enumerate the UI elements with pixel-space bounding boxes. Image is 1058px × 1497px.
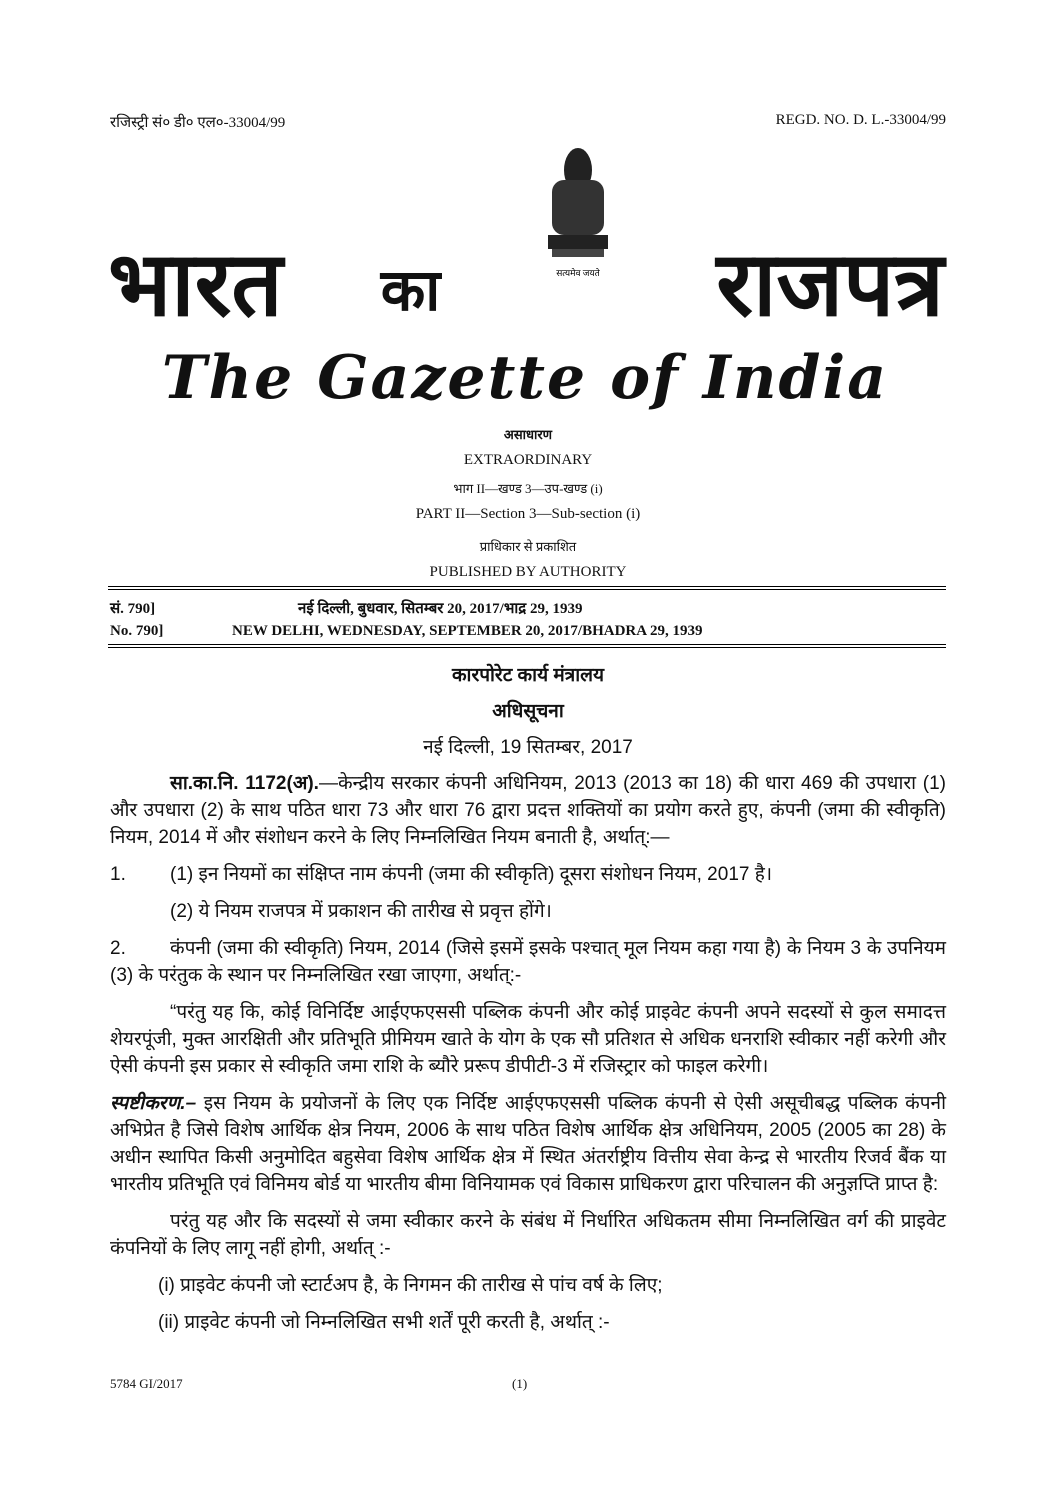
- extraordinary-hindi: असाधारण: [503, 427, 553, 442]
- notification-container: [110, 770, 946, 1394]
- authority-english: PUBLISHED BY AUTHORITY: [429, 564, 627, 580]
- authority-hindi: प्राधिकार से प्रकाशित: [479, 539, 577, 554]
- item-i: (i) प्राइवेट कंपनी जो स्टार्टअप है, के निगमन की तारीख से पांच वर्ष के लिए;: [158, 1275, 663, 1296]
- rule-text: (1) इन नियमों का संक्षिप्त नाम कंपनी (जमा की स्वीकृति) दूसरा संशोधन नियम, 2017 है।: [170, 864, 773, 885]
- divider: [108, 647, 946, 648]
- issue-number-hindi: सं. 790]: [110, 601, 156, 617]
- masthead-english: The Gazette of India: [161, 343, 889, 413]
- explanation-text: इस नियम के प्रयोजनों के लिए एक निर्दिष्ट आईएफएससी पब्लिक कंपनी से ऐसी असूचीबद्ध पब्लिक कंपनी अभिप्रेत है जिसे विशेष आर्थिक क्षेत्र नियम, 2006 के साथ पठित विशेष आर्थिक क्षेत्र अधिनियम, 2005 (2005 का 28) के अधीन स्थापित किसी अनुमोदित बहुसेवा विशेष आर्थिक क्षेत्र में स्थित अंतर्राष्ट्रीय वित्तीय सेवा केन्द्र से भारतीय रिजर्व बैंक या भारतीय प्रतिभूति एवं विनिमय बोर्ड या भारतीय बीमा विनियामक एवं विकास प्राधिकरण द्वारा परिचालन की अनुज्ञप्ति प्राप्त है:: [110, 1093, 946, 1195]
- issue-date-english: NEW DELHI, WEDNESDAY, SEPTEMBER 20, 2017/BHADRA 29, 1939: [232, 623, 703, 639]
- rule-number: 2.: [110, 938, 126, 959]
- preamble-text: —केन्द्रीय सरकार कंपनी अधिनियम, 2013 (2013 का 18) की धारा 469 की उपधारा (1) और उपधारा (2) के साथ पठित धारा 73 और धारा 76 द्वारा प्रदत्त शक्तियों का प्रयोग करते हुए, कंपनी (जमा की स्वीकृति) नियम, 2014 में और संशोधन करने के लिए निम्नलिखित नियम बनाती है, अर्थात्:—: [110, 773, 947, 848]
- registration-number-english: REGD. NO. D. L.-33004/99: [775, 112, 946, 128]
- national-emblem-icon: [538, 140, 618, 290]
- divider: [108, 586, 946, 587]
- explanation-label: स्पष्टीकरण.–: [110, 1093, 197, 1114]
- rule-text: कंपनी (जमा की स्वीकृति) नियम, 2014 (जिसे इसमें इसके पश्चात् मूल नियम कहा गया है) के नियम 3 के उपनियम (3) के परंतुक के स्थान पर निम्नलिखित रखा जाएगा, अर्थात्:-: [110, 938, 946, 986]
- ministry-name: कारपोरेट कार्य मंत्रालय: [451, 665, 605, 686]
- rule-2: [110, 935, 946, 989]
- rule-number: 1.: [110, 864, 126, 885]
- rule-1-2: (2) ये नियम राजपत्र में प्रकाशन की तारीख से प्रवृत्त होंगे।: [170, 901, 552, 922]
- issue-number-english: No. 790]: [110, 623, 164, 639]
- part-hindi: भाग II—खण्ड 3—उप-खण्ड (i): [453, 481, 603, 496]
- masthead-rajpatra: राजपत्र: [716, 232, 944, 337]
- notification-body: [110, 770, 946, 1346]
- gsr-number: सा.का.नि. 1172(अ).: [170, 773, 319, 794]
- footer-code: 5784 GI/2017: [110, 1376, 183, 1391]
- part-english: PART II—Section 3—Sub-section (i): [415, 506, 641, 522]
- page-number: (1): [512, 1376, 528, 1391]
- extraordinary-english: EXTRAORDINARY: [463, 452, 593, 468]
- divider: [108, 589, 946, 590]
- emblem-motto: सत्यमेव जयते: [556, 268, 601, 278]
- notification-title: अधिसूचना: [492, 701, 564, 722]
- preamble: [110, 770, 946, 851]
- masthead-bharat: भारत: [108, 232, 283, 337]
- divider: [108, 644, 946, 645]
- issue-date-hindi: नई दिल्ली, बुधवार, सितम्बर 20, 2017/भाद्र 29, 1939: [298, 601, 583, 617]
- footer: [110, 1346, 946, 1394]
- proviso: “परंतु यह कि, कोई विनिर्दिष्ट आईएफएससी पब्लिक कंपनी और कोई प्राइवेट कंपनी अपने सदस्यों से कुल समादत्त शेयरपूंजी, मुक्त आरक्षिती और प्रतिभूति प्रीमियम खाते के योग के एक सौ प्रतिशत से अधिक धनराशि स्वीकार नहीं करेगी और ऐसी कंपनी इस प्रकार से स्वीकृति जमा राशि के ब्यौरे प्ररूप डीपीटी-3 में रजिस्ट्रार को फाइल करेगी।: [110, 1002, 946, 1077]
- masthead-ka: का: [380, 256, 441, 324]
- masthead-hindi: [108, 140, 944, 340]
- rule-1-1: [110, 861, 946, 888]
- item-ii: (ii) प्राइवेट कंपनी जो निम्नलिखित सभी शर्तें पूरी करती है, अर्थात् :-: [158, 1312, 610, 1333]
- explanation: [110, 1090, 946, 1198]
- place-date: नई दिल्ली, 19 सितम्बर, 2017: [423, 737, 633, 758]
- second-proviso: परंतु यह और कि सदस्यों से जमा स्वीकार करने के संबंध में निर्धारित अधिकतम सीमा निम्नलिखित वर्ग की प्राइवेट कंपनियों के लिए लागू नहीं होगी, अर्थात् :-: [110, 1211, 946, 1259]
- registration-number-hindi: रजिस्ट्री सं० डी० एल०-33004/99: [110, 115, 286, 131]
